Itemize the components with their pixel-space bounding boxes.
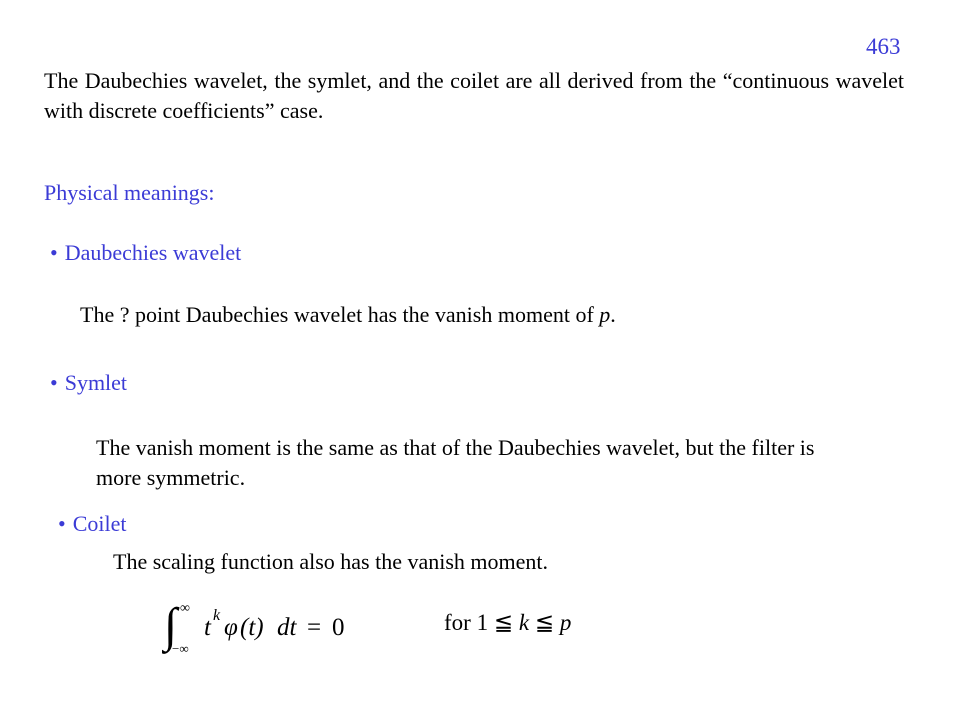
bullet-title: Symlet xyxy=(64,370,128,395)
lower-limit: −∞ xyxy=(172,641,189,656)
formula-condition xyxy=(444,610,571,636)
rhs-zero: 0 xyxy=(332,614,345,641)
leq-symbol: ≦ xyxy=(534,610,555,635)
variable-p: p xyxy=(559,610,572,635)
argument: (t) xyxy=(240,614,264,641)
symlet-description: The vanish moment is the same as that of the Daubechies wavelet, but the filter is more symmetric. xyxy=(96,435,815,490)
integral-formula xyxy=(162,598,352,656)
condition-prefix: for 1 xyxy=(444,610,494,635)
integrand-t: t xyxy=(204,614,211,641)
exponent-k: k xyxy=(213,607,221,624)
description-text: The ? point Daubechies wavelet has the vanish moment of xyxy=(80,302,600,327)
section-heading: Physical meanings: xyxy=(44,180,215,205)
page-number: 463 xyxy=(866,34,901,59)
upper-limit: ∞ xyxy=(180,601,190,616)
variable-k: k xyxy=(518,610,530,635)
equals-sign: = xyxy=(307,614,322,641)
phi-symbol: φ xyxy=(224,614,238,641)
leq-symbol: ≦ xyxy=(493,610,514,635)
variable-p: p xyxy=(599,302,611,327)
bullet-title: Coilet xyxy=(72,511,127,536)
bullet-title: Daubechies wavelet xyxy=(64,240,242,265)
bullet-daubechies xyxy=(50,240,241,266)
bullet-symlet xyxy=(50,370,127,396)
bullet-icon: • xyxy=(50,370,58,395)
integral-sign: ∫ xyxy=(164,599,178,652)
description-end: . xyxy=(610,302,616,327)
intro-paragraph: The Daubechies wavelet, the symlet, and the coilet are all derived from the “continuous wavelet with discrete coefficients” case. xyxy=(44,68,904,123)
coilet-description: The scaling function also has the vanish moment. xyxy=(113,549,549,574)
bullet-coilet xyxy=(58,511,126,537)
differential: dt xyxy=(277,614,297,641)
bullet-icon: • xyxy=(58,511,66,536)
bullet-icon: • xyxy=(50,240,58,265)
daubechies-description xyxy=(80,300,616,330)
